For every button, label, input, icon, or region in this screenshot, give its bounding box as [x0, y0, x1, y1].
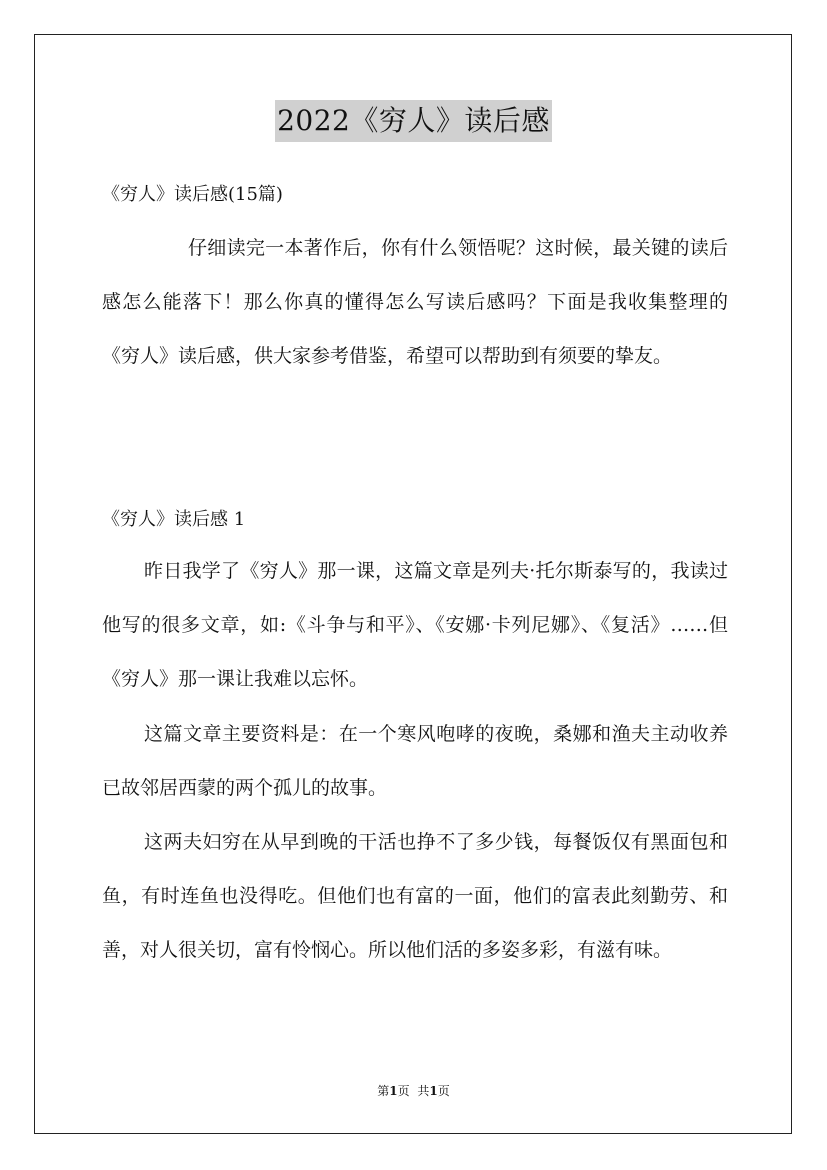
total-label-prefix: 共 — [417, 1084, 430, 1098]
total-pages: 1 — [429, 1084, 438, 1098]
title-container — [0, 100, 827, 142]
page-number: 1 — [389, 1084, 398, 1098]
body-paragraph-3: 这两夫妇穷在从早到晚的干活也挣不了多少钱，每餐饭仅有黑面包和鱼，有时连鱼也没得吃。但他们也有富的一面，他们的富表此刻勤劳、和善，对人很关切，富有怜悯心。所以他们活的多姿多彩，有滋有味。 — [102, 831, 728, 961]
body-paragraph-1: 昨日我学了《穷人》那一课，这篇文章是列夫·托尔斯泰写的，我读过他写的很多文章，如:《斗争与和平》、《安娜·卡列尼娜》、《复活》……但《穷人》那一课让我难以忘怀。 — [102, 560, 728, 690]
intro-paragraph: 仔细读完一本著作后，你有什么领悟呢？这时候，最关键的读后感怎么能落下！那么你真的懂得怎么写读后感吗？下面是我收集整理的《穷人》读后感，供大家参考借鉴，希望可以帮助到有须要的挚友。 — [102, 237, 728, 367]
document-title: 2022《穷人》读后感 — [275, 100, 552, 142]
body-paragraph-2: 这篇文章主要资料是：在一个寒风咆哮的夜晚，桑娜和渔夫主动收养已故邻居西蒙的两个孤儿的故事。 — [102, 723, 728, 799]
page-label-suffix: 页 — [397, 1084, 410, 1098]
page-label-prefix: 第 — [377, 1084, 390, 1098]
page-footer — [0, 1083, 827, 1099]
total-label-suffix: 页 — [437, 1084, 450, 1098]
document-subtitle: 《穷人》读后感(15篇) — [102, 184, 283, 205]
section-heading: 《穷人》读后感 1 — [102, 509, 246, 530]
